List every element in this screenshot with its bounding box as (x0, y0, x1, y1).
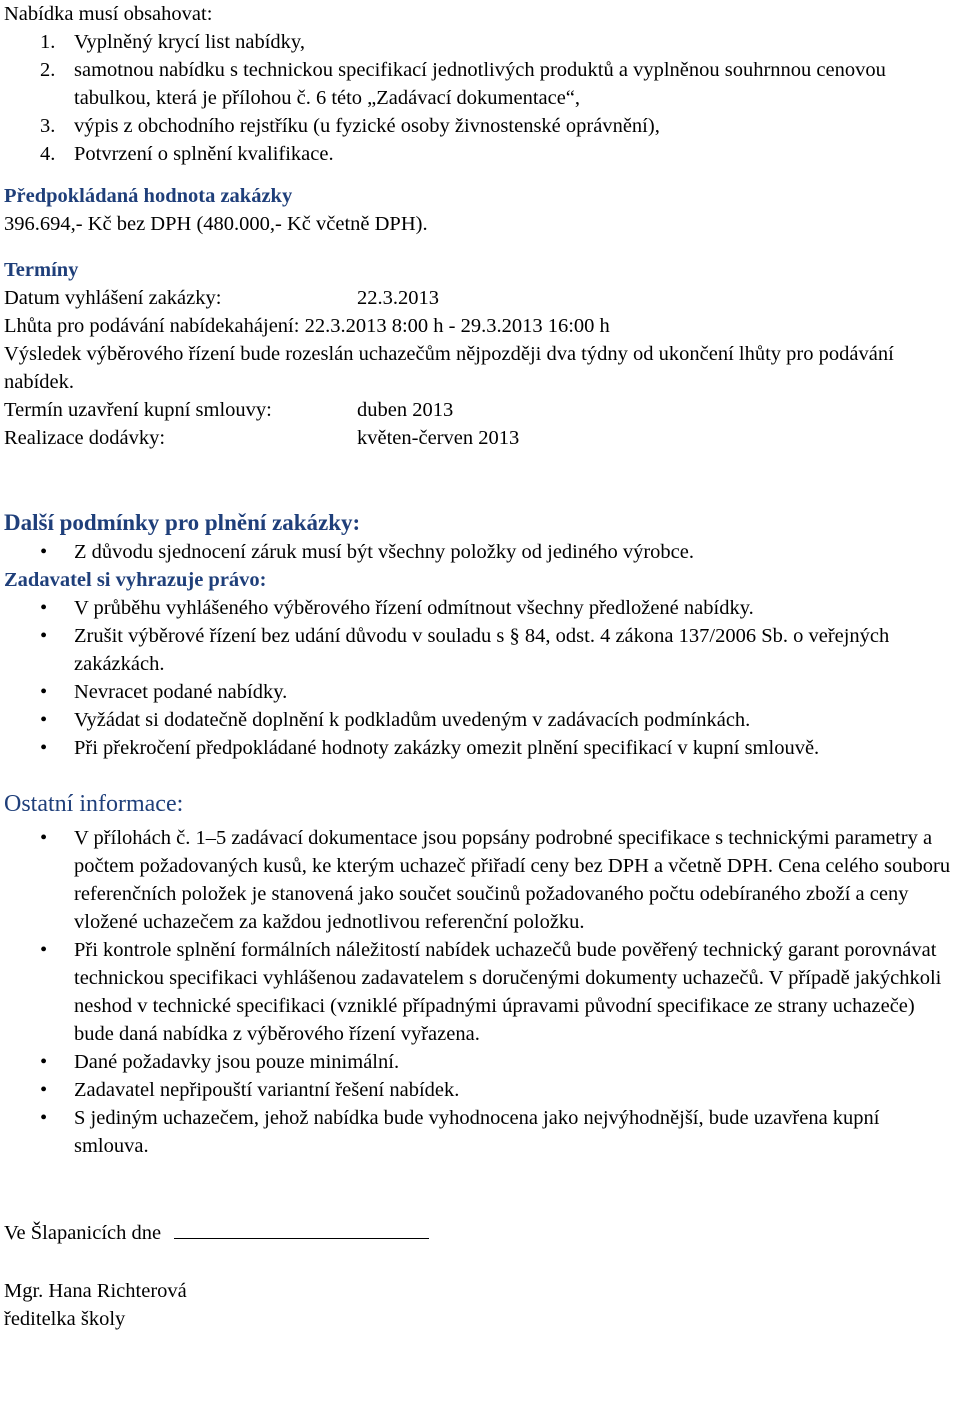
other-item-2 (4, 936, 956, 1048)
bullet: • (40, 737, 48, 759)
bullet: • (40, 541, 48, 563)
bullet: • (40, 681, 48, 703)
bullet: • (40, 939, 48, 961)
reserve-item-1 (4, 594, 956, 622)
required-item-1 (4, 28, 956, 56)
list-text: Zrušit výběrové řízení bez udání důvodu v souladu s § 84, odst. 4 zákona 137/2006 Sb. o veřejných zakázkách. (74, 625, 890, 675)
bullet: • (40, 1051, 48, 1073)
contract-value: duben 2013 (357, 399, 454, 421)
list-text: Při překročení předpokládané hodnoty zakázky omezit plnění specifikací v kupní smlouvě. (74, 737, 820, 759)
announce-row (4, 284, 956, 312)
deadline-value: 22.3.2013 8:00 h - 29.3.2013 16:00 h (304, 315, 610, 337)
place-date-line (4, 1218, 956, 1247)
contract-row (4, 396, 956, 424)
list-number: 4. (40, 143, 56, 165)
other-item-4 (4, 1076, 956, 1104)
place-date-label: Ve Šlapanicích dne (4, 1222, 162, 1244)
reserve-item-4 (4, 706, 956, 734)
bullet: • (40, 625, 48, 647)
signatory-role: ředitelka školy (4, 1308, 126, 1330)
result-text: Výsledek výběrového řízení bude rozeslán uchazečům nějpozději dva týdny od ukončení lhůty pro podávání nabídek. (4, 343, 894, 393)
list-text: výpis z obchodního rejstříku (u fyzické osoby živnostenské oprávnění), (74, 115, 660, 137)
date-blank-line (174, 1218, 429, 1239)
reserve-item-5 (4, 734, 956, 762)
announce-label: Datum vyhlášení zakázky: (4, 287, 222, 309)
list-text: Z důvodu sjednocení záruk musí být všechny položky od jediného výrobce. (74, 541, 694, 563)
list-number: 2. (40, 59, 56, 81)
list-text: Vyplněný krycí list nabídky, (74, 31, 305, 53)
delivery-row (4, 424, 956, 452)
list-text: Při kontrole splnění formálních náležitostí nabídek uchazečů bude pověřený technický garant porovnávat technickou specifikaci vyhlášenou zadavatelem s doručenými dokumenty uchazečů. V případě jakýchkoli neshod v technické specifikaci (vzniklé případnými úpravami původní specifikace ze strany uchazeče) bude daná nabídka z výběrového řízení vyřazena. (74, 939, 942, 1045)
other-item-5 (4, 1104, 956, 1160)
delivery-label: Realizace dodávky: (4, 427, 166, 449)
list-text: V průběhu vyhlášeného výběrového řízení odmítnout všechny předložené nabídky. (74, 597, 754, 619)
value-heading: Předpokládaná hodnota zakázky (4, 185, 293, 207)
list-text: S jediným uchazečem, jehož nabídka bude vyhodnocena jako nejvýhodnější, bude uzavřena kupní smlouva. (74, 1107, 880, 1157)
required-heading: Nabídka musí obsahovat: (4, 3, 213, 25)
announce-value: 22.3.2013 (357, 287, 439, 309)
signatory-name: Mgr. Hana Richterová (4, 1280, 187, 1302)
list-text: Zadavatel nepřipouští variantní řešení nabídek. (74, 1079, 460, 1101)
contract-label: Termín uzavření kupní smlouvy: (4, 399, 272, 421)
bullet: • (40, 597, 48, 619)
reserve-item-2 (4, 622, 956, 678)
bullet: • (40, 709, 48, 731)
list-number: 3. (40, 115, 56, 137)
bullet: • (40, 827, 48, 849)
value-text: 396.694,- Kč bez DPH (480.000,- Kč včetně DPH). (4, 213, 428, 235)
delivery-value: květen-červen 2013 (357, 427, 520, 449)
deadline-row (4, 312, 956, 340)
condition-item-1 (4, 538, 956, 566)
other-item-1 (4, 824, 956, 936)
required-item-3 (4, 112, 956, 140)
document-page (4, 0, 956, 1333)
list-text: Potvrzení o splnění kvalifikace. (74, 143, 334, 165)
bullet: • (40, 1107, 48, 1129)
required-item-4 (4, 140, 956, 168)
other-heading: Ostatní informace: (4, 791, 184, 817)
required-item-2 (4, 56, 956, 112)
bullet: • (40, 1079, 48, 1101)
list-number: 1. (40, 31, 56, 53)
terms-heading: Termíny (4, 259, 79, 281)
conditions-heading: Další podmínky pro plnění zakázky: (4, 510, 361, 535)
other-item-3 (4, 1048, 956, 1076)
list-text: Dané požadavky jsou pouze minimální. (74, 1051, 400, 1073)
list-text: Nevracet podané nabídky. (74, 681, 288, 703)
required-list (4, 28, 956, 168)
reserves-heading: Zadavatel si vyhrazuje právo: (4, 569, 267, 591)
list-text: samotnou nabídku s technickou specifikací jednotlivých produktů a vyplněnou souhrnnou cenovou tabulkou, která je přílohou č. 6 této „Zadávací dokumentace“, (74, 59, 886, 109)
list-text: Vyžádat si dodatečně doplnění k podkladům uvedeným v zadávacích podmínkách. (74, 709, 751, 731)
reserve-item-3 (4, 678, 956, 706)
deadline-label: Lhůta pro podávání nabídekahájení: (4, 315, 300, 337)
list-text: V přílohách č. 1–5 zadávací dokumentace jsou popsány podrobné specifikace s technickými parametry a počtem požadovaných kusů, ke kterým uchazeč přiřadí ceny bez DPH a včetně DPH. Cena celého souboru referenčních položek je stanovená jako součet součinů požadovaného počtu odebíraného zboží a ceny vložené uchazečem za každou jednotlivou referenční položku. (74, 827, 951, 933)
